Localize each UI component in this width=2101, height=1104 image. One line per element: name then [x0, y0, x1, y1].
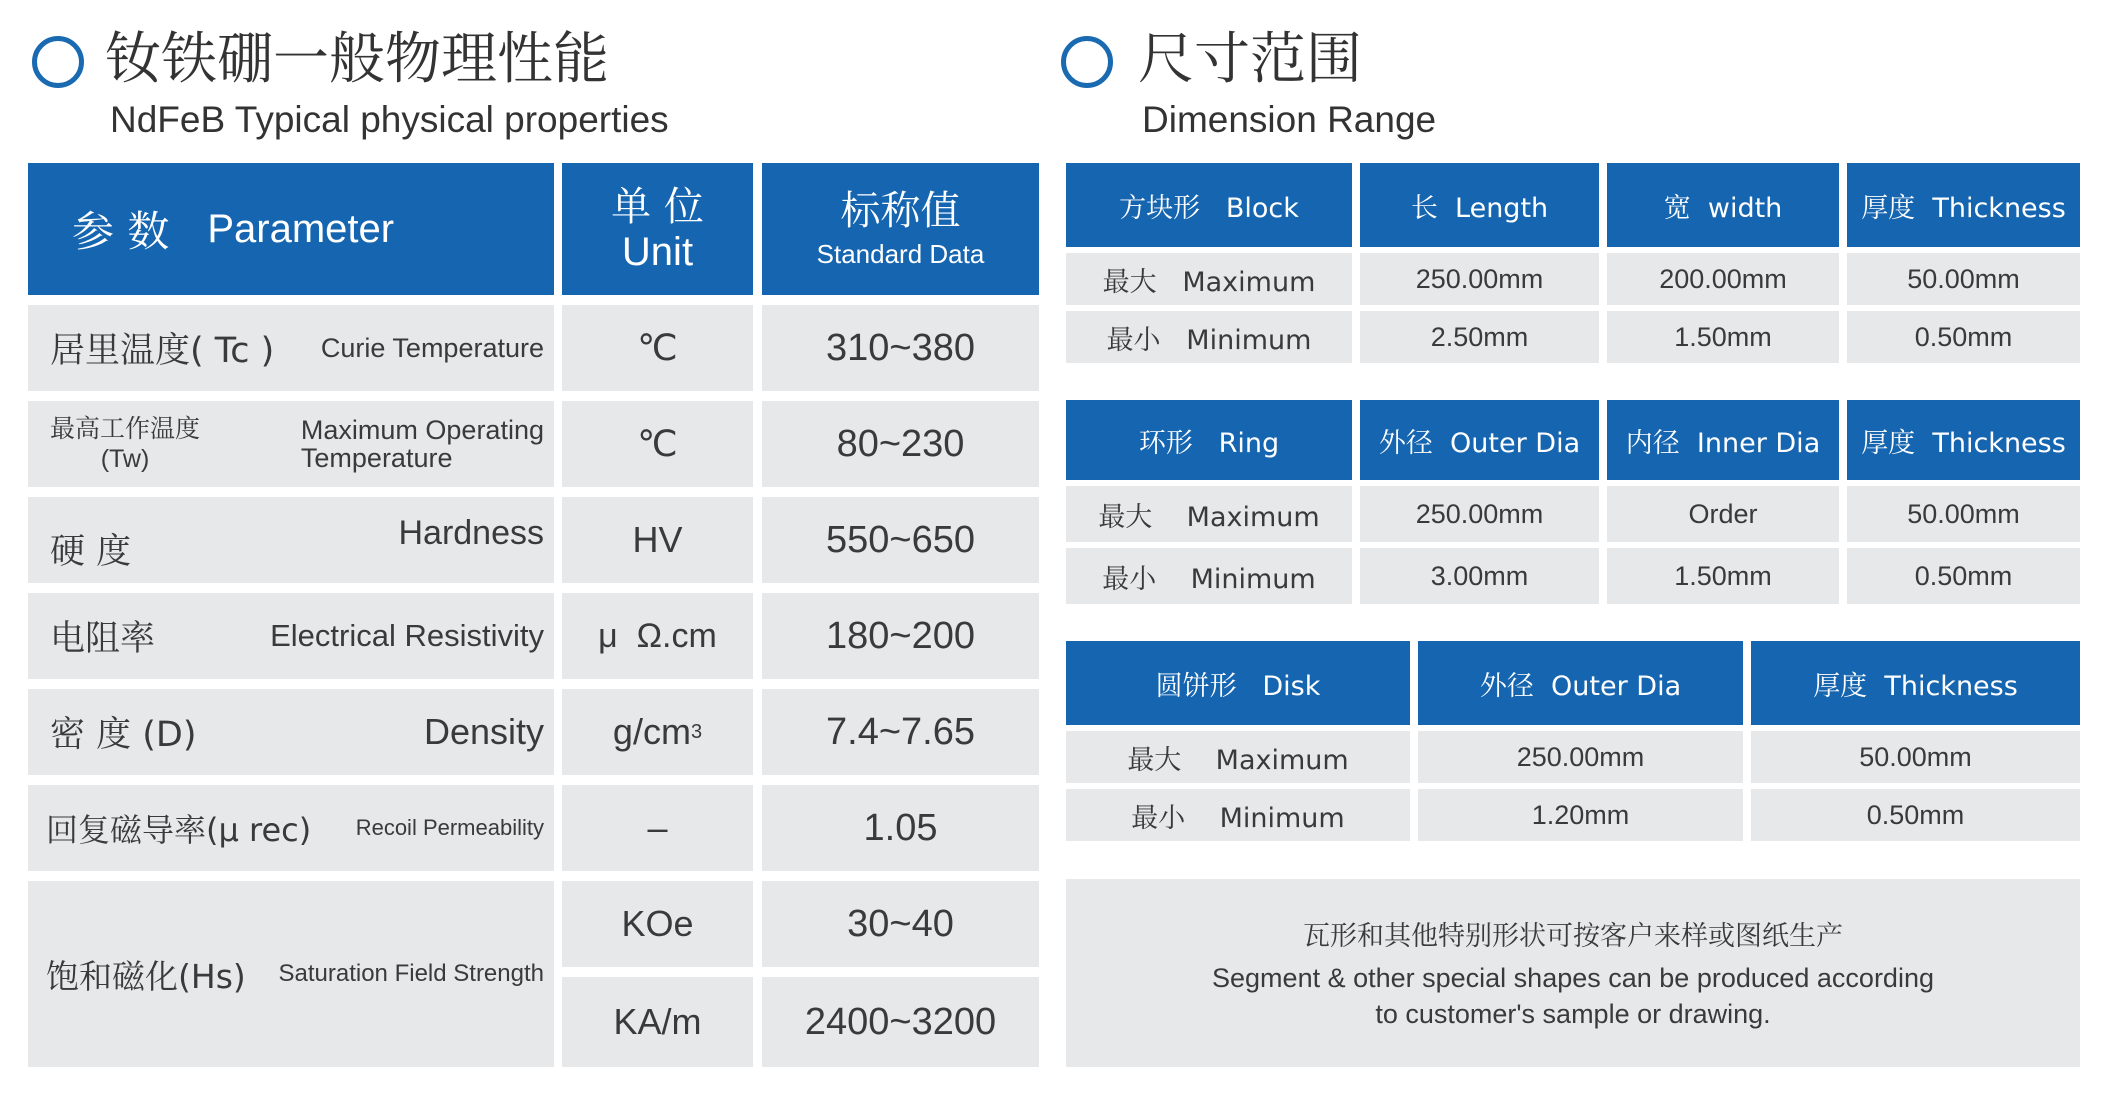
table-row-unit: μ Ω.cm: [562, 593, 753, 679]
disk-header-outer: 外径 Outer Dia: [1418, 641, 1743, 725]
table-row-unit: ℃: [562, 401, 753, 487]
left-title-en: NdFeB Typical physical properties: [110, 99, 669, 140]
block-min-thickness: 0.50mm: [1847, 311, 2080, 363]
block-header-shape: 方块形 Block: [1066, 163, 1352, 247]
std-header: [762, 163, 1039, 295]
note-en-line2: to customer's sample or drawing.: [1375, 999, 1771, 1029]
block-header-length: 长 Length: [1360, 163, 1599, 247]
table-row-unit: KOe: [562, 881, 753, 967]
std-header-zh: 标称值: [840, 188, 961, 234]
disk-min-thickness: 0.50mm: [1751, 789, 2080, 841]
ring-min-outer: 3.00mm: [1360, 548, 1599, 604]
block-min-width: 1.50mm: [1607, 311, 1839, 363]
unit-header: [562, 163, 753, 295]
ring-header-thickness: 厚度 Thickness: [1847, 400, 2080, 480]
ring-header-shape: 环形 Ring: [1066, 400, 1352, 480]
table-row-value: 30~40: [762, 881, 1039, 967]
table-row-label: 硬 度 Hardness: [28, 497, 554, 583]
block-max-length: 250.00mm: [1360, 253, 1599, 305]
ring-max-label: 最大 Maximum: [1066, 486, 1352, 542]
special-shapes-note: [1066, 879, 2080, 1067]
table-row-unit: HV: [562, 497, 753, 583]
disk-max-label: 最大 Maximum: [1066, 731, 1410, 783]
block-min-label: 最小 Minimum: [1066, 311, 1352, 363]
left-title-zh: 钕铁硼一般物理性能: [105, 27, 609, 92]
ring-min-label: 最小 Minimum: [1066, 548, 1352, 604]
right-title-en: Dimension Range: [1142, 99, 1437, 140]
table-row-unit: ℃: [562, 305, 753, 391]
unit-header-en: Unit: [621, 230, 694, 274]
param-header-zh: 参 数: [72, 207, 170, 256]
ring-header-outer: 外径 Outer Dia: [1360, 400, 1599, 480]
ring-min-inner: 1.50mm: [1607, 548, 1839, 604]
table-row-value: 80~230: [762, 401, 1039, 487]
table-row-unit: –: [562, 785, 753, 871]
table-row-label: 密 度 (D) Density: [28, 689, 554, 775]
ring-header-inner: 内径 Inner Dia: [1607, 400, 1839, 480]
table-row-unit: KA/m: [562, 977, 753, 1067]
table-row-label: 居里温度( Tc ) Curie Temperature: [28, 305, 554, 391]
table-row-value: 1.05: [762, 785, 1039, 871]
std-header-en: Standard Data: [816, 239, 985, 269]
ring-max-thickness: 50.00mm: [1847, 486, 2080, 542]
ring-min-thickness: 0.50mm: [1847, 548, 2080, 604]
circle-icon: [32, 36, 84, 88]
block-header-width: 宽 width: [1607, 163, 1839, 247]
table-row-value: 7.4~7.65: [762, 689, 1039, 775]
block-header-thickness: 厚度 Thickness: [1847, 163, 2080, 247]
block-min-length: 2.50mm: [1360, 311, 1599, 363]
right-title-zh: 尺寸范围: [1138, 27, 1362, 92]
table-row-value: 2400~3200: [762, 977, 1039, 1067]
ring-max-inner: Order: [1607, 486, 1839, 542]
disk-header-thickness: 厚度 Thickness: [1751, 641, 2080, 725]
disk-header-shape: 圆饼形 Disk: [1066, 641, 1410, 725]
block-max-width: 200.00mm: [1607, 253, 1839, 305]
table-row-label: 饱和磁化(Hs) Saturation Field Strength: [28, 881, 554, 1067]
block-max-label: 最大 Maximum: [1066, 253, 1352, 305]
param-header: [28, 163, 554, 295]
disk-max-thickness: 50.00mm: [1751, 731, 2080, 783]
ring-max-outer: 250.00mm: [1360, 486, 1599, 542]
circle-icon: [1061, 36, 1113, 88]
param-header-en: Parameter: [207, 206, 395, 251]
note-zh: 瓦形和其他特别形状可按客户来样或图纸生产: [1303, 921, 1843, 952]
disk-min-outer: 1.20mm: [1418, 789, 1743, 841]
table-row-value: 550~650: [762, 497, 1039, 583]
note-en-line1: Segment & other special shapes can be produced according: [1212, 963, 1934, 993]
table-row-label: 电阻率 Electrical Resistivity: [28, 593, 554, 679]
table-row-label: 最高工作温度 (Tw) Maximum Operating Temperature: [28, 401, 554, 487]
table-row-value: 180~200: [762, 593, 1039, 679]
disk-min-label: 最小 Minimum: [1066, 789, 1410, 841]
table-row-unit: g/cm 3: [562, 689, 753, 775]
disk-max-outer: 250.00mm: [1418, 731, 1743, 783]
unit-header-zh: 单 位: [611, 184, 704, 230]
table-row-value: 310~380: [762, 305, 1039, 391]
table-row-label: 回复磁导率(μ rec) Recoil Permeability: [28, 785, 554, 871]
block-max-thickness: 50.00mm: [1847, 253, 2080, 305]
